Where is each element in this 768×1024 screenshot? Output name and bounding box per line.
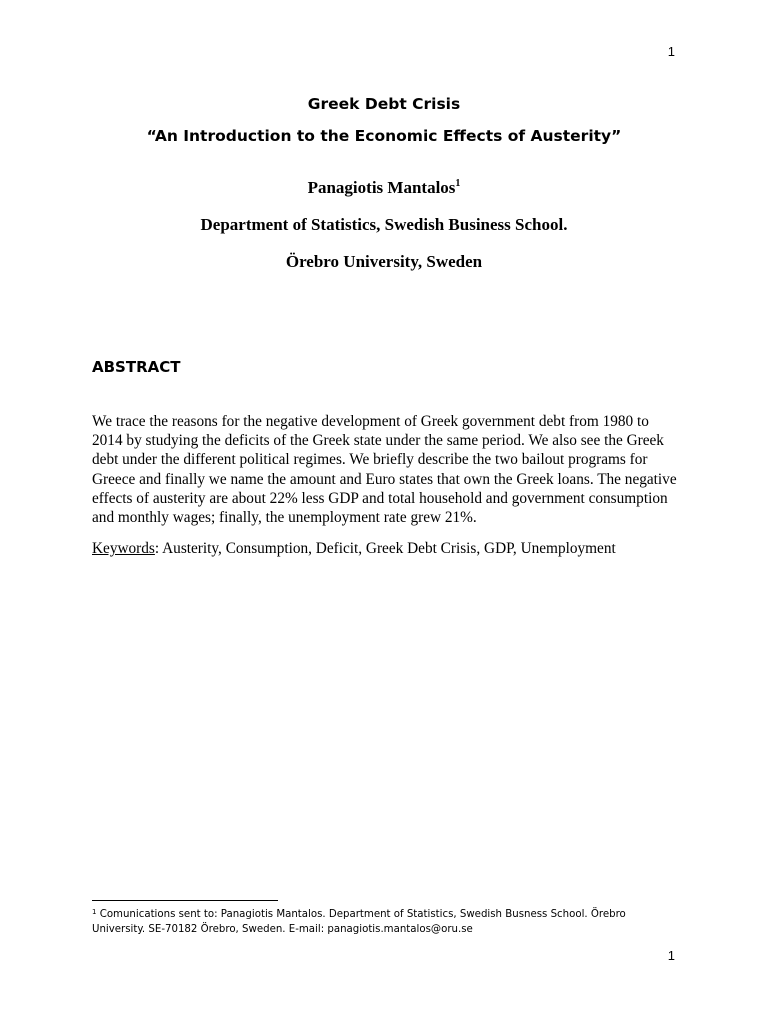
keywords-values: : Austerity, Consumption, Deficit, Greek Debt Crisis, GDP, Unemployment	[154, 540, 616, 557]
page-number-bottom: 1	[667, 948, 675, 963]
footnote-text: Comunications sent to: Panagiotis Mantalos. Department of Statistics, Swedish Busness School. Örebro University. SE-70182 Örebro, Sweden. E-mail: panagiotis.mantalos@oru.se	[92, 909, 626, 935]
footnote-divider	[92, 900, 278, 901]
author-department: Department of Statistics, Swedish Business School.	[200, 215, 568, 234]
title-block	[0, 94, 768, 146]
author-name-line	[0, 178, 768, 198]
abstract-body: We trace the reasons for the negative development of Greek government debt from 1980 to 2014 by studying the deficits of the Greek state under the same period. We also see the Greek debt under the different political regimes. We briefly describe the two bailout programs for Greece and finally we name the amount and Euro states that own the Greek loans. The negative effects of austerity are about 22% less GDP and total household and government consumption and monthly wages; finally, the unemployment rate grew 21%.	[92, 413, 677, 527]
abstract-heading: ABSTRACT	[92, 358, 181, 376]
paper-subtitle: “An Introduction to the Economic Effects of Austerity”	[146, 127, 622, 145]
keywords-label: Keywords	[92, 540, 155, 557]
footnote	[92, 907, 652, 937]
footnote-mark: 1	[92, 908, 97, 916]
keywords	[92, 539, 680, 558]
author-name: Panagiotis Mantalos	[307, 178, 456, 197]
author-university: Örebro University, Sweden	[285, 252, 483, 271]
page-number-top: 1	[667, 44, 675, 59]
author-footnote-mark: 1	[455, 178, 461, 189]
author-block	[0, 178, 768, 272]
paper-title: Greek Debt Crisis	[307, 95, 461, 113]
